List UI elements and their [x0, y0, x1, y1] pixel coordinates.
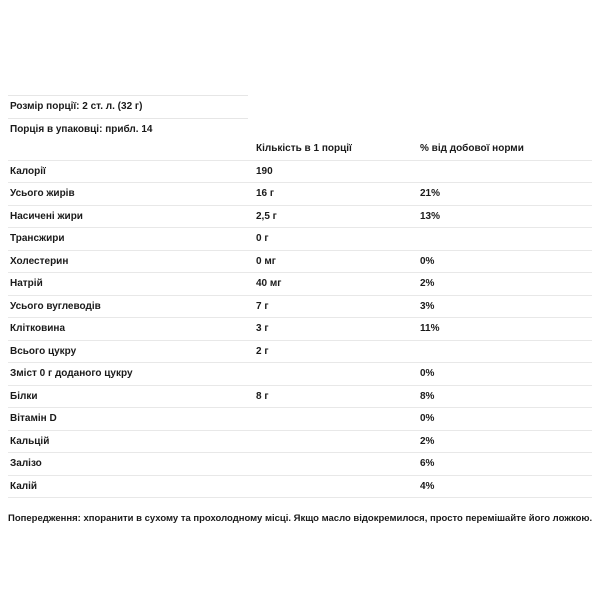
nutrient-amount: 0 г: [256, 233, 269, 244]
nutrient-name: Білки: [10, 390, 38, 402]
nutrient-amount: 2,5 г: [256, 210, 277, 222]
nutrient-daily-value: 8%: [420, 390, 435, 402]
table-header: [8, 138, 592, 161]
nutrient-amount: 0 мг: [256, 255, 276, 267]
serving-info: [8, 95, 248, 141]
header-amount: Кількість в 1 порції: [256, 143, 352, 154]
nutrient-amount: [256, 453, 420, 475]
table-row: [8, 476, 592, 499]
nutrient-amount: 8 г: [256, 390, 269, 402]
nutrient-amount: [256, 431, 420, 453]
nutrient-name: Натрій: [10, 278, 43, 289]
nutrition-table: [8, 138, 592, 498]
header-name: [8, 138, 256, 160]
nutrient-amount: [256, 476, 420, 498]
table-row: [8, 341, 592, 364]
nutrient-amount: [256, 408, 420, 430]
nutrient-daily-value: [420, 341, 592, 363]
nutrient-name: Трансжири: [10, 233, 65, 244]
table-row: [8, 183, 592, 206]
nutrient-name: Вітамін D: [10, 413, 57, 424]
nutrient-daily-value: 0%: [420, 413, 435, 424]
nutrient-daily-value: [420, 161, 592, 183]
nutrient-daily-value: 3%: [420, 300, 435, 312]
nutrient-amount: 16 г: [256, 188, 275, 199]
nutrient-amount: [256, 363, 420, 385]
servings-per-container: Порція в упаковці: прибл. 14: [8, 118, 248, 141]
nutrient-name: Калорії: [10, 165, 46, 177]
nutrient-daily-value: 2%: [420, 435, 435, 447]
nutrient-daily-value: 2%: [420, 278, 435, 289]
nutrient-name: Холестерин: [10, 255, 69, 267]
table-row: [8, 251, 592, 274]
table-row: [8, 228, 592, 251]
nutrient-name: Клітковина: [10, 323, 66, 334]
table-row: [8, 408, 592, 431]
nutrient-daily-value: 0%: [420, 255, 435, 267]
table-row: [8, 386, 592, 409]
serving-size: Розмір порції: 2 ст. л. (32 г): [8, 95, 248, 118]
nutrient-daily-value: 0%: [420, 368, 435, 379]
nutrient-daily-value: 6%: [420, 458, 435, 469]
nutrient-name: Кальцій: [10, 435, 50, 447]
nutrient-daily-value: 21%: [420, 188, 441, 199]
header-daily-value: % від добової норми: [420, 143, 524, 154]
table-row: [8, 273, 592, 296]
table-row: [8, 453, 592, 476]
nutrient-name: Насичені жири: [10, 210, 83, 222]
table-row: [8, 363, 592, 386]
nutrient-daily-value: 13%: [420, 210, 441, 222]
nutrient-name: Усього вуглеводів: [10, 300, 101, 312]
nutrient-name: Калій: [10, 480, 38, 492]
nutrient-amount: 190: [256, 165, 273, 177]
table-row: [8, 161, 592, 184]
nutrient-name: Залізо: [10, 458, 42, 469]
nutrient-name: Усього жирів: [10, 188, 75, 199]
table-row: [8, 296, 592, 319]
nutrient-daily-value: 11%: [420, 323, 440, 334]
nutrient-amount: 3 г: [256, 323, 269, 334]
nutrient-amount: 7 г: [256, 300, 269, 312]
nutrient-name: Всього цукру: [10, 345, 77, 357]
nutrient-amount: 2 г: [256, 345, 269, 357]
nutrient-amount: 40 мг: [256, 278, 282, 289]
nutrient-name: Зміст 0 г доданого цукру: [10, 368, 133, 379]
nutrient-daily-value: [420, 228, 592, 250]
table-row: [8, 206, 592, 229]
storage-warning: Попередження: хпоранити в сухому та прохолодному місці. Якщо масло відокремилося, просто перемішайте його ложкою.: [8, 513, 593, 524]
table-row: [8, 431, 592, 454]
table-row: [8, 318, 592, 341]
nutrient-daily-value: 4%: [420, 480, 435, 492]
